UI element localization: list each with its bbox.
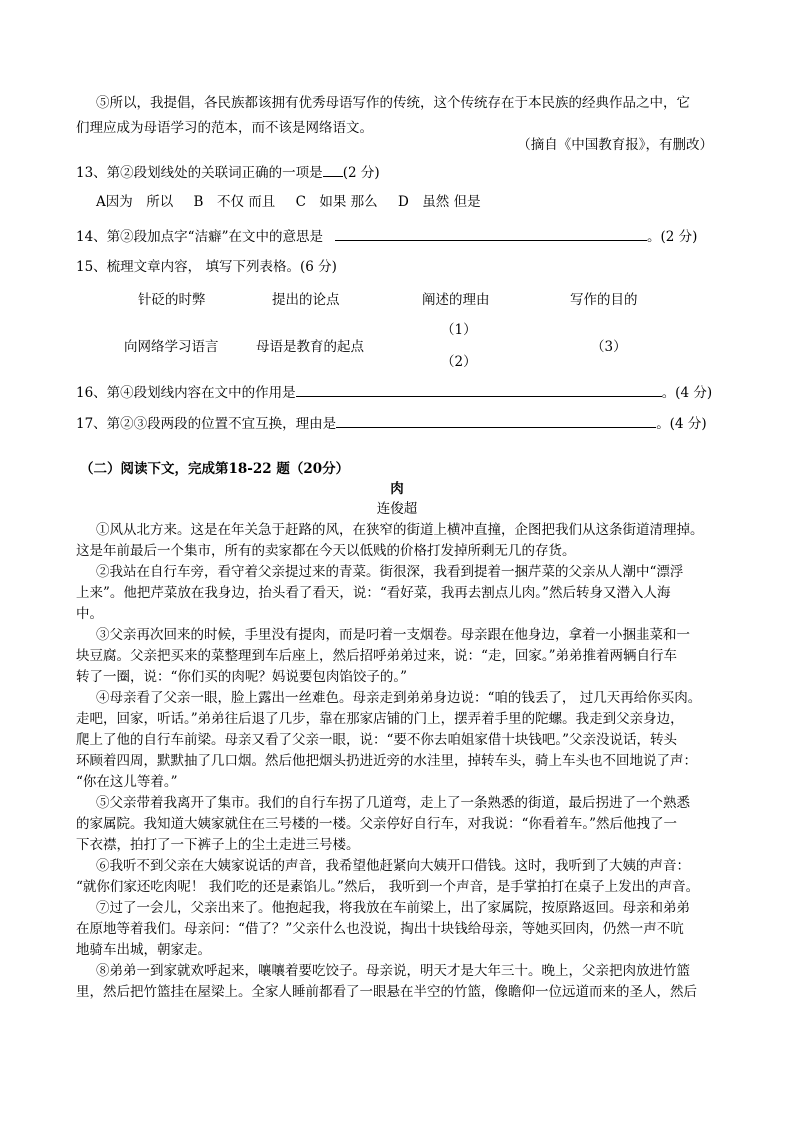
article-line: 爬上了他的自行车前梁。母亲又看了父亲一眼，说：“要不你去咱姐家借十块钱吧。”父亲没说话，转头 [76, 732, 678, 748]
table-cell-issue: 向网络学习语言 [124, 339, 219, 355]
article-line: 在原地等着我们。母亲问：“借了？”父亲什么也没说，掏出十块钱给母亲，等她买回肉，仍然一声不吭 [76, 921, 684, 937]
article-line: 环顾着四周，默默抽了几口烟。然后他把烟头扔进近旁的水洼里，掉转车头，骑上车头也不回地说了声： [76, 753, 697, 769]
article-line: 中。 [76, 606, 103, 622]
passage-paragraph-5: ⑤所以，我提倡，各民族都该拥有优秀母语写作的传统，这个传统存在于本民族的经典作品之中，它 [96, 95, 690, 111]
question-16 [76, 382, 726, 402]
answer-blank-16[interactable] [296, 382, 662, 397]
article-line: ①风从北方来。这是在年关急于赶路的风，在狭窄的街道上横冲直撞，企图把我们从这条街道清理掉。 [96, 522, 704, 538]
table-header-3: 阐述的理由 [422, 292, 490, 308]
article-author: 连俊超 [376, 501, 418, 517]
article-line: 上来”。他把芹菜放在我身边，抬头看了看天，说：“看好菜，我再去割点儿肉。”然后转身又潜入人海 [76, 585, 671, 601]
article-line: 下衣襟，拍打了一下裤子上的尘土走进三号楼。 [76, 837, 360, 853]
article-title: 肉 [390, 481, 404, 497]
article-line: 转了一圈，说：“你们买的肉呢？妈说要包肉馅饺子的。” [76, 669, 408, 685]
option-a[interactable]: A因为 所以 [96, 194, 174, 210]
article-line: ⑥我听不到父亲在大姨家说话的声音，我希望他赶紧向大姨开口借钱。这时，我听到了大姨的声音： [96, 858, 690, 874]
question-13-options [96, 193, 746, 211]
table-cell-argument: 母语是教育的起点 [256, 339, 364, 355]
question-14 [76, 226, 726, 246]
article-line: ③父亲再次回来的时候，手里没有提肉，而是叼着一支烟卷。母亲跟在他身边，拿着一小捆韭菜和一 [96, 627, 690, 643]
option-d[interactable]: D 虽然 但是 [397, 194, 481, 210]
question-14-stem: 14、第②段加点字“洁癖”在文中的意思是 [76, 229, 323, 245]
question-16-score: 。(4 分) [661, 385, 713, 401]
article-line: “就你们家还吃肉呢！ 我们吃的还是素馅儿。”然后， 我听到一个声音，是手掌拍打在桌子上发出的声音。 [76, 879, 700, 895]
answer-blank-13[interactable] [323, 162, 343, 177]
article-line: 块豆腐。父亲把买来的菜整理到车后座上，然后招呼弟弟过来，说：“走，回家。”弟弟推着两辆自行车 [76, 648, 678, 664]
article-line: 这是年前最后一个集市，所有的卖家都在今天以低贱的价格打发掉所剩无几的存货。 [76, 543, 576, 559]
section-2-heading: （二）阅读下文，完成第18-22 题（20分） [80, 461, 350, 477]
option-c[interactable]: C 如果 那么 [295, 194, 378, 210]
article-line: ②我站在自行车旁，看守着父亲提过来的青菜。街很深，我看到提着一捆芹菜的父亲从人潮中“漂浮 [96, 564, 684, 580]
article-line: ⑤父亲带着我离开了集市。我们的自行车拐了几道弯，走上了一条熟悉的街道，最后拐进了一个熟悉 [96, 795, 690, 811]
passage-paragraph-5-cont: 们理应成为母语学习的范本，而不该是网络语文。 [76, 120, 373, 136]
article-line: 的家属院。我知道大姨家就住在三号楼的一楼。父亲停好自行车，对我说：“你看着车。”然后他拽了一 [76, 816, 678, 832]
table-header-2: 提出的论点 [272, 292, 340, 308]
question-17-stem: 17、第②③段两段的位置不宜互换，理由是 [76, 416, 337, 432]
question-13-stem: 13、第②段划线处的关联词正确的一项是 [76, 165, 323, 181]
article-line: 地骑车出城，朝家走。 [76, 942, 211, 958]
question-17 [76, 413, 726, 433]
answer-blank-14[interactable] [335, 226, 647, 241]
option-b[interactable]: B 不仅 而且 [193, 194, 276, 210]
question-15-stem: 15、梳理文章内容， 填写下列表格。(6 分) [76, 259, 337, 275]
question-17-score: 。(4 分) [656, 416, 707, 432]
table-cell-reason-2[interactable]: （2） [441, 354, 477, 370]
table-header-4: 写作的目的 [570, 292, 638, 308]
table-cell-reason-1[interactable]: （1） [441, 322, 477, 338]
question-13 [76, 162, 726, 182]
article-line: ⑧弟弟一到家就欢呼起来，嚷嚷着要吃饺子。母亲说，明天才是大年三十。晚上，父亲把肉放进竹篮 [96, 963, 690, 979]
table-cell-purpose[interactable]: （3） [591, 339, 627, 355]
article-line: 里，然后把竹篮挂在屋梁上。全家人睡前都看了一眼悬在半空的竹篮，像瞻仰一位远道而来的圣人，然后 [76, 984, 697, 1000]
article-line: ④母亲看了父亲一眼，脸上露出一丝难色。母亲走到弟弟身边说：“咱的钱丢了， 过几天再给你买肉。 [96, 690, 702, 706]
question-14-score: 。(2 分) [646, 229, 698, 245]
article-line: ⑦过了一会儿，父亲出来了。他抱起我，将我放在车前梁上，出了家属院，按原路返回。母亲和弟弟 [96, 900, 690, 916]
answer-blank-17[interactable] [336, 413, 656, 428]
table-header-1: 针砭的时弊 [138, 292, 206, 308]
article-line: 走吧，回家，听话。”弟弟往后退了几步，靠在那家店铺的门上，摆弄着手里的陀螺。我走到父亲身边， [76, 711, 684, 727]
question-16-stem: 16、第④段划线内容在文中的作用是 [76, 385, 296, 401]
question-13-score: (2 分) [342, 165, 380, 181]
passage-source: （摘自《中国教育报》，有删改） [517, 137, 713, 153]
article-line: “你在这儿等着。” [76, 774, 178, 790]
